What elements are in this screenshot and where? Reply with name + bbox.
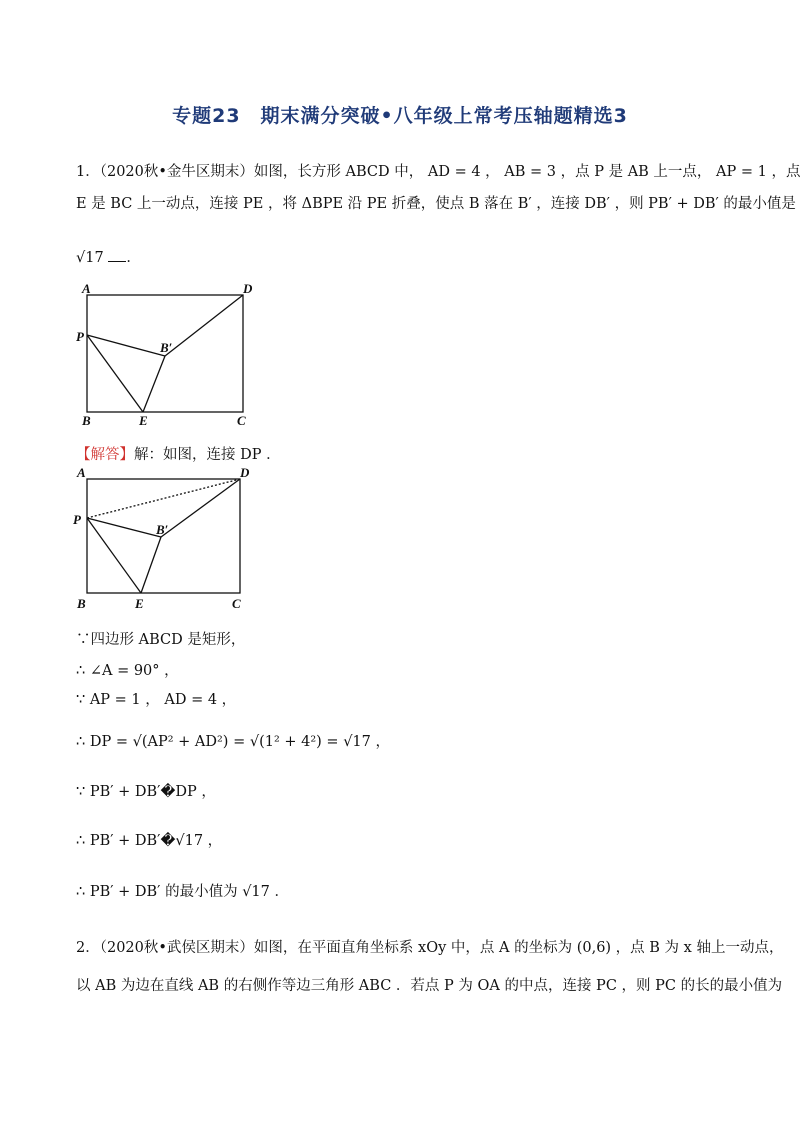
label-e: E <box>135 596 144 611</box>
label-bprime: B′ <box>160 340 173 355</box>
solution-intro: 解：如图，连接 DP ． <box>134 447 281 463</box>
solution-step-7: ∴ PB′ + DB′ 的最小值为 √17 ． <box>76 884 289 900</box>
label-bprime: B′ <box>156 522 169 537</box>
solution-step-3: ∵ AP = 1 ， AD = 4 ， <box>76 692 237 708</box>
segment-dbp <box>165 295 243 356</box>
segment-pbp <box>87 335 165 356</box>
label-c: C <box>237 413 246 428</box>
solution-step-4: ∴ DP = √(AP² + AD²) = √(1² + 4²) = √17 ， <box>76 734 390 750</box>
label-p: P <box>76 329 84 344</box>
segment-bpe <box>141 537 161 593</box>
solution-step-2: ∴ ∠A = 90° ， <box>76 663 179 679</box>
segment-bpe <box>143 356 165 412</box>
q2-line1: 2．（2020秋•武侯区期末）如图，在平面直角坐标系 xOy 中，点 A 的坐标为 (0,6) ，点 B 为 x 轴上一动点， <box>76 940 784 956</box>
q1-line2: E 是 BC 上一动点，连接 PE ，将 ΔBPE 沿 PE 折叠，使点 B 落在 B′ ，连接 DB′ ，则 PB′ + DB′ 的最小值是 <box>76 196 796 212</box>
label-c: C <box>232 596 241 611</box>
q2-line2: 以 AB 为边在直线 AB 的右侧作等边三角形 ABC ．若点 P 为 OA 的中点，连接 PC ，则 PC 的长的最小值为 <box>76 978 783 994</box>
q1-answer-suffix: ． <box>126 250 141 266</box>
label-b: B <box>82 413 91 428</box>
figure-1 <box>70 278 270 428</box>
label-e: E <box>139 413 148 428</box>
label-b: B <box>77 596 86 611</box>
q1-answer: √17 <box>76 250 104 266</box>
segment-dp-dotted <box>87 479 240 518</box>
solution-step-5: ∵ PB′ + DB′�DP ， <box>76 784 216 800</box>
answer-blank <box>108 251 126 262</box>
solution-step-1: ∵四边形 ABCD 是矩形， <box>76 632 246 648</box>
q1-answer-line <box>76 246 141 267</box>
label-a: A <box>77 465 86 480</box>
label-d: D <box>243 281 253 296</box>
q1-line1: 1．（2020秋•金牛区期末）如图，长方形 ABCD 中， AD = 4 ， AB = 3 ，点 P 是 AB 上一点， AP = 1 ，点 <box>76 164 800 180</box>
solution-intro-line <box>76 443 281 464</box>
segment-dbp <box>161 479 240 537</box>
label-a: A <box>82 281 91 296</box>
label-p: P <box>73 512 81 527</box>
figure-2 <box>70 462 270 612</box>
solution-tag: 【解答】 <box>76 447 134 463</box>
segment-pe <box>87 335 143 412</box>
page-title: 专题23 期末满分突破•八年级上常考压轴题精选3 <box>172 105 628 127</box>
label-d: D <box>240 465 250 480</box>
solution-step-6: ∴ PB′ + DB′�√17 ， <box>76 833 223 849</box>
